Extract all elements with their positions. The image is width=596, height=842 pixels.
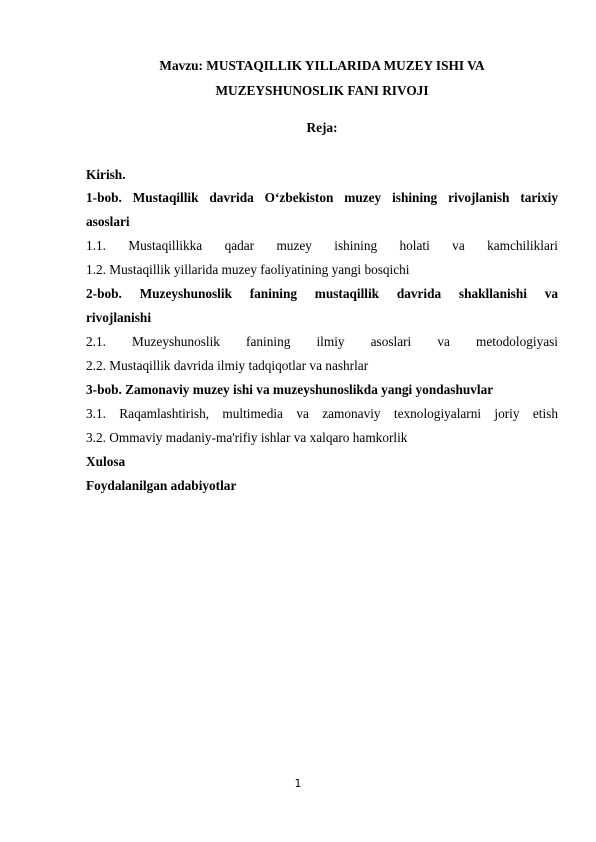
outline-item-2-1: 2.1. Muzeyshunoslik fanining ilmiy asoslari va metodologiyasi bbox=[86, 334, 558, 349]
document-page bbox=[86, 0, 558, 842]
outline-item-1-1: 1.1. Mustaqillikka qadar muzey ishining holati va kamchiliklari bbox=[86, 238, 558, 253]
page-number: 1 bbox=[294, 778, 302, 790]
outline-chapter-2-line-1: 2-bob. Muzeyshunoslik fanining mustaqillik davrida shakllanishi va bbox=[86, 286, 558, 301]
outline-chapter-3: 3-bob. Zamonaviy muzey ishi va muzeyshunoslikda yangi yondashuvlar bbox=[86, 382, 494, 397]
document-title-line-2: MUZEYSHUNOSLIK FANI RIVOJI bbox=[215, 83, 429, 98]
outline-intro: Kirish. bbox=[86, 167, 126, 182]
document-title-line-1: Mavzu: MUSTAQILLIK YILLARIDA MUZEY ISHI VA bbox=[159, 58, 485, 73]
outline-references: Foydalanilgan adabiyotlar bbox=[86, 478, 237, 493]
outline-chapter-2-line-2: rivojlanishi bbox=[86, 310, 152, 325]
outline-item-3-2: 3.2. Ommaviy madaniy-ma'rifiy ishlar va xalqaro hamkorlik bbox=[86, 430, 408, 445]
outline-chapter-1-line-2: asoslari bbox=[86, 214, 130, 229]
outline-item-2-2: 2.2. Mustaqillik davrida ilmiy tadqiqotlar va nashrlar bbox=[86, 358, 369, 373]
plan-heading: Reja: bbox=[306, 120, 338, 135]
outline-item-1-2: 1.2. Mustaqillik yillarida muzey faoliyatining yangi bosqichi bbox=[86, 262, 410, 277]
outline-chapter-1-line-1: 1-bob. Mustaqillik davrida O‘zbekiston muzey ishining rivojlanish tarixiy bbox=[86, 190, 558, 205]
outline-conclusion: Xulosa bbox=[86, 454, 126, 469]
outline-item-3-1: 3.1. Raqamlashtirish, multimedia va zamonaviy texnologiyalarni joriy etish bbox=[86, 406, 558, 421]
